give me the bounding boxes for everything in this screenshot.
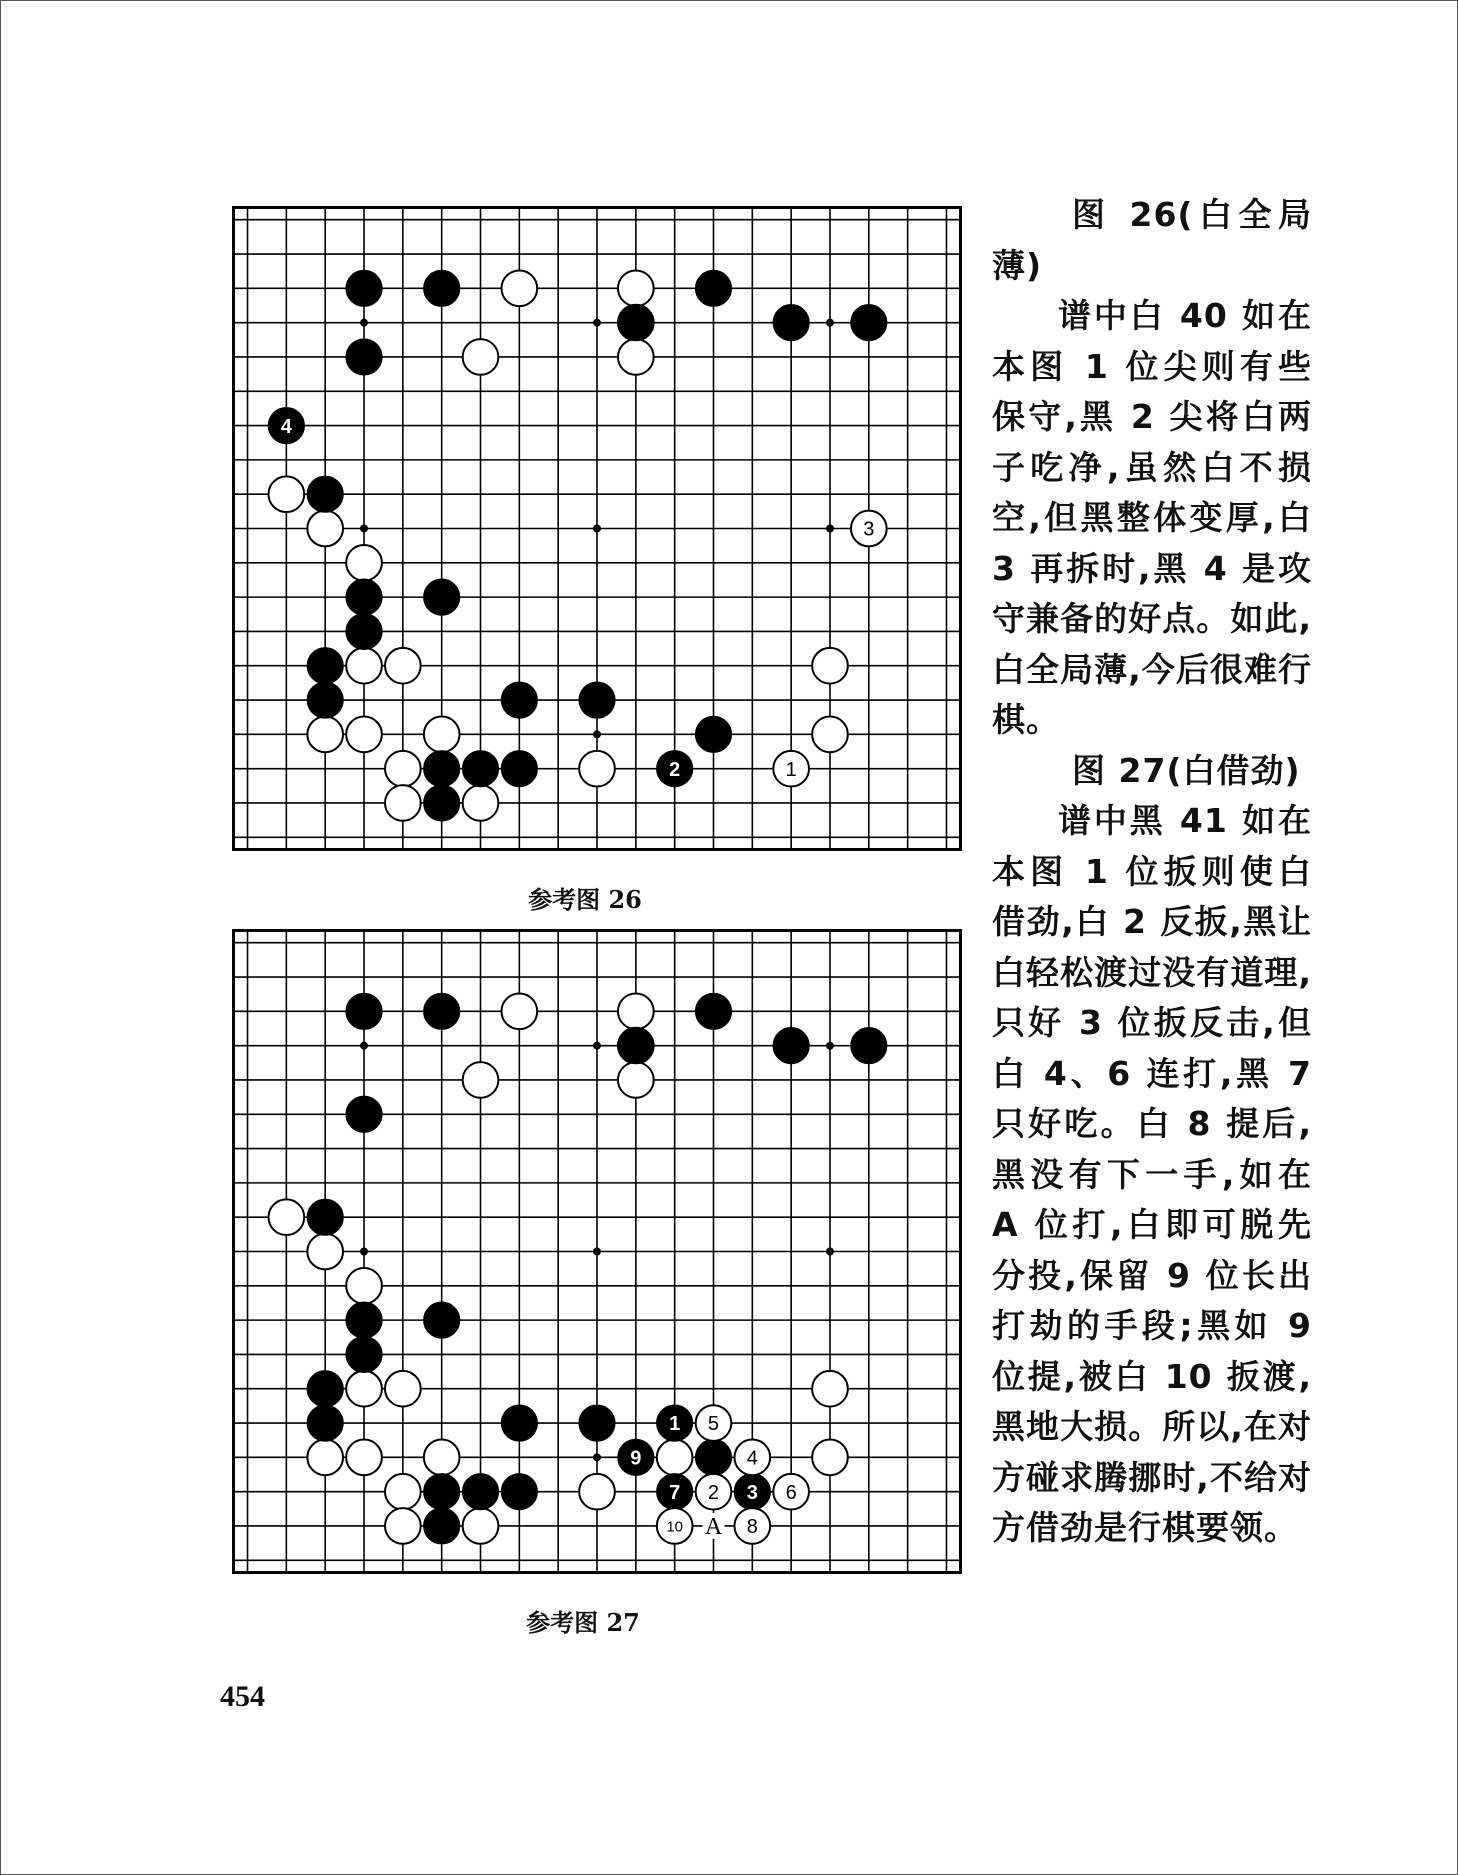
black-stone bbox=[424, 994, 460, 1030]
move-number-label: 7 bbox=[669, 1481, 681, 1504]
star-point bbox=[593, 1248, 601, 1256]
star-point bbox=[360, 1248, 368, 1256]
white-stone bbox=[463, 1508, 499, 1544]
white-stone bbox=[346, 717, 382, 753]
star-point bbox=[593, 1042, 601, 1050]
fig26-title: 图 26(白全局薄) bbox=[992, 195, 1312, 285]
white-stone bbox=[579, 751, 615, 787]
black-stone bbox=[502, 682, 538, 718]
white-stone bbox=[812, 648, 848, 684]
white-stone bbox=[307, 511, 343, 547]
star-point bbox=[593, 730, 601, 738]
black-stone bbox=[346, 1337, 382, 1373]
black-stone bbox=[424, 785, 460, 821]
white-stone bbox=[502, 994, 538, 1030]
white-stone bbox=[385, 1371, 421, 1407]
black-stone bbox=[307, 1371, 343, 1407]
black-stone bbox=[502, 751, 538, 787]
black-stone bbox=[424, 1302, 460, 1338]
white-stone bbox=[385, 648, 421, 684]
black-stone bbox=[773, 1028, 809, 1064]
move-number-label: 2 bbox=[707, 1481, 720, 1504]
black-stone bbox=[502, 1405, 538, 1441]
black-stone bbox=[696, 994, 732, 1030]
white-stone bbox=[424, 717, 460, 753]
go-board-26 bbox=[232, 206, 962, 851]
star-point bbox=[826, 1042, 834, 1050]
black-stone bbox=[307, 476, 343, 512]
move-number-label: 2 bbox=[669, 758, 681, 781]
white-stone bbox=[618, 1062, 654, 1098]
white-stone bbox=[385, 785, 421, 821]
white-stone bbox=[346, 1440, 382, 1476]
star-point bbox=[360, 525, 368, 533]
go-board-27 bbox=[232, 929, 962, 1574]
star-point bbox=[826, 1248, 834, 1256]
white-stone bbox=[307, 1234, 343, 1270]
black-stone bbox=[851, 305, 887, 341]
black-stone bbox=[424, 271, 460, 307]
move-number-label: 4 bbox=[746, 1447, 758, 1470]
white-stone bbox=[346, 1371, 382, 1407]
move-number-label: 3 bbox=[746, 1481, 758, 1504]
move-number-label: 1 bbox=[785, 758, 797, 781]
black-stone bbox=[773, 305, 809, 341]
black-stone bbox=[346, 1096, 382, 1132]
black-stone bbox=[346, 271, 382, 307]
fig27-body: 谱中黑 41 如在本图 1 位扳则使白借劲,白 2 反扳,黑让白轻松渡过没有道理,只好 3 位扳反击,但白 4、6 连打,黑 7 只好吃。白 8 提后,黑没有下一手,如在 A 位打,白即可脱先分投,保留 9 位长出打劫的手段;黑如 9 位提,被白 10 扳渡,黑地大损。所以,在对方碰求腾挪时,不给对方借劲是行棋要领。 bbox=[992, 801, 1312, 1547]
fig27-title: 图 27(白借劲) bbox=[1072, 750, 1301, 790]
diagram-caption-27: 参考图 27 bbox=[526, 1608, 640, 1637]
white-stone bbox=[812, 1371, 848, 1407]
move-number-label: 9 bbox=[630, 1447, 642, 1470]
star-point bbox=[593, 1453, 601, 1461]
white-stone bbox=[424, 1440, 460, 1476]
star-point bbox=[360, 319, 368, 327]
black-stone bbox=[696, 717, 732, 753]
commentary-column bbox=[992, 190, 1312, 1554]
black-stone bbox=[346, 579, 382, 615]
white-stone bbox=[385, 1508, 421, 1544]
point-letter-label: A bbox=[704, 1513, 723, 1540]
black-stone bbox=[424, 579, 460, 615]
white-stone bbox=[657, 1440, 693, 1476]
white-stone bbox=[618, 271, 654, 307]
white-stone bbox=[463, 339, 499, 375]
black-stone bbox=[346, 994, 382, 1030]
white-stone bbox=[269, 476, 305, 512]
white-stone bbox=[463, 785, 499, 821]
white-stone bbox=[812, 717, 848, 753]
black-stone bbox=[579, 682, 615, 718]
black-stone bbox=[696, 271, 732, 307]
white-stone bbox=[579, 1474, 615, 1510]
white-stone bbox=[618, 994, 654, 1030]
black-stone bbox=[424, 1474, 460, 1510]
black-stone bbox=[502, 1474, 538, 1510]
black-stone bbox=[346, 614, 382, 650]
move-number-label: 10 bbox=[666, 1518, 684, 1536]
black-stone bbox=[346, 1302, 382, 1338]
page-number: 454 bbox=[220, 1680, 265, 1713]
black-stone bbox=[307, 1199, 343, 1235]
white-stone bbox=[307, 717, 343, 753]
black-stone bbox=[463, 1474, 499, 1510]
black-stone bbox=[424, 1508, 460, 1544]
black-stone bbox=[307, 1405, 343, 1441]
white-stone bbox=[307, 1440, 343, 1476]
black-stone bbox=[851, 1028, 887, 1064]
white-stone bbox=[618, 339, 654, 375]
white-stone bbox=[385, 751, 421, 787]
diagram-caption-26: 参考图 26 bbox=[528, 885, 642, 914]
black-stone bbox=[424, 751, 460, 787]
black-stone bbox=[618, 305, 654, 341]
black-stone bbox=[307, 648, 343, 684]
white-stone bbox=[269, 1199, 305, 1235]
white-stone bbox=[346, 1268, 382, 1304]
star-point bbox=[826, 525, 834, 533]
fig26-body: 谱中白 40 如在本图 1 位尖则有些保守,黑 2 尖将白两子吃净,虽然白不损空,但黑整体变厚,白 3 再拆时,黑 4 是攻守兼备的好点。如此,白全局薄,今后很难行棋。 bbox=[992, 296, 1312, 739]
move-number-label: 4 bbox=[280, 415, 292, 438]
black-stone bbox=[618, 1028, 654, 1064]
black-stone bbox=[463, 751, 499, 787]
white-stone bbox=[346, 648, 382, 684]
black-stone bbox=[579, 1405, 615, 1441]
black-stone bbox=[346, 339, 382, 375]
star-point bbox=[826, 319, 834, 327]
white-stone bbox=[385, 1474, 421, 1510]
white-stone bbox=[812, 1440, 848, 1476]
white-stone bbox=[502, 271, 538, 307]
move-number-label: 8 bbox=[746, 1516, 758, 1539]
star-point bbox=[593, 319, 601, 327]
move-number-label: 6 bbox=[785, 1481, 797, 1504]
move-number-label: 3 bbox=[863, 518, 875, 541]
star-point bbox=[593, 525, 601, 533]
star-point bbox=[360, 1042, 368, 1050]
white-stone bbox=[463, 1062, 499, 1098]
move-number-label: 5 bbox=[707, 1413, 720, 1436]
move-number-label: 1 bbox=[669, 1413, 681, 1436]
black-stone bbox=[696, 1440, 732, 1476]
black-stone bbox=[307, 682, 343, 718]
white-stone bbox=[346, 545, 382, 581]
